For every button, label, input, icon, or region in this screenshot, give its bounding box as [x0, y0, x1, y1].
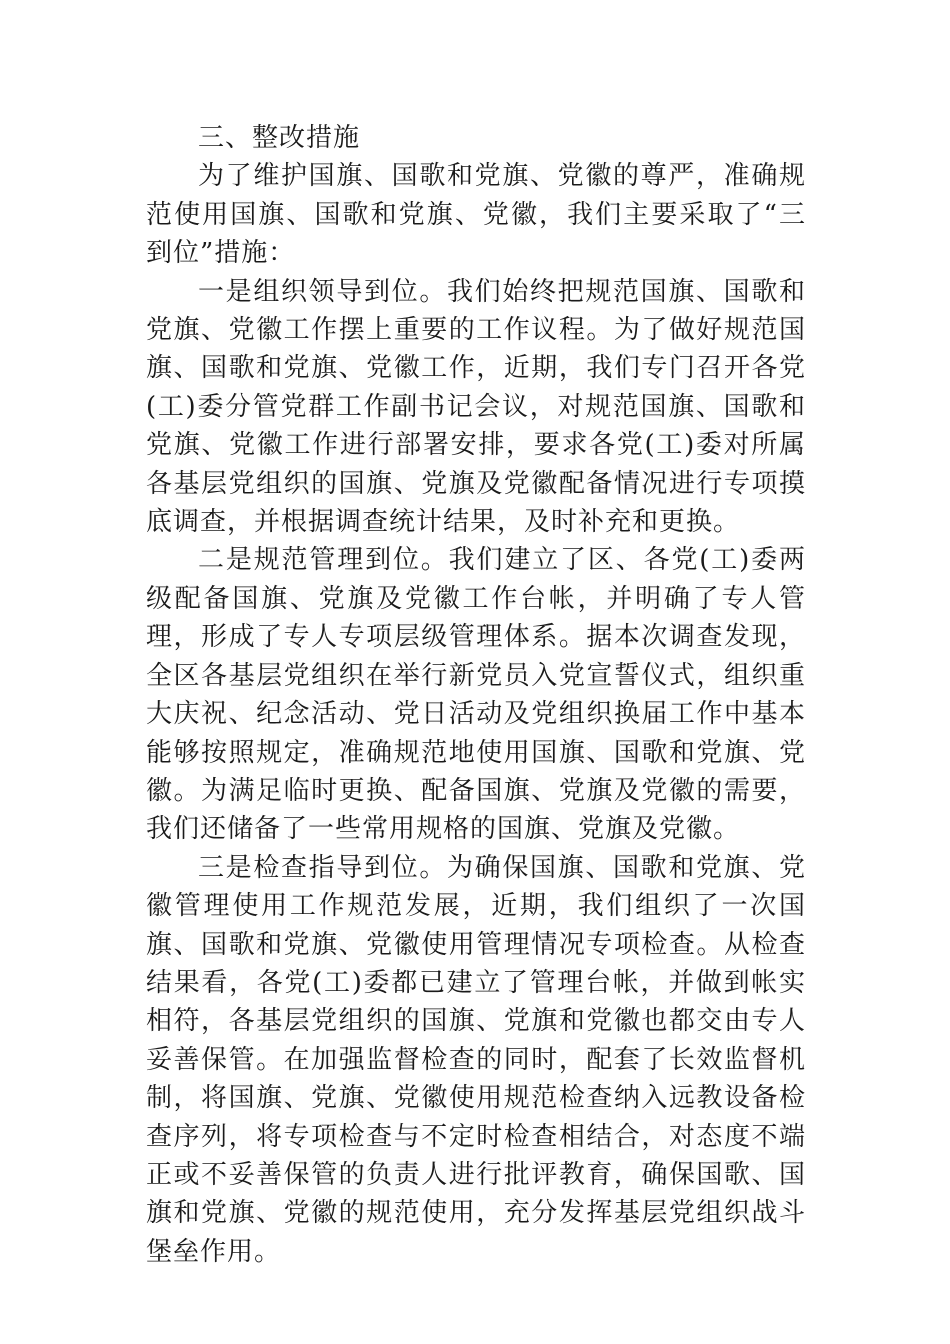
measure-three-paragraph: 三是检查指导到位。为确保国旗、国歌和党旗、党徽管理使用工作规范发展，近期，我们组织了一次国旗、国歌和党旗、党徽使用管理情况专项检查。从检查结果看，各党(工)委都已建立了管理台帐，并做到帐实相符，各基层党组织的国旗、党旗和党徽也都交由专人妥善保管。在加强监督检查的同时，配套了长效监督机制，将国旗、党旗、党徽使用规范检查纳入远教设备检查序列，将专项检查与不定时检查相结合，对态度不端正或不妥善保管的负责人进行批评教育，确保国歌、国旗和党旗、党徽的规范使用，充分发挥基层党组织战斗堡垒作用。 — [146, 852, 806, 1267]
intro-paragraph: 为了维护国旗、国歌和党旗、党徽的尊严，准确规范使用国旗、国歌和党旗、党徽，我们主要采取了“三到位”措施： — [146, 161, 806, 269]
document-body — [146, 119, 806, 1271]
section-heading: 三、整改措施 — [198, 123, 361, 153]
measure-one-paragraph: 一是组织领导到位。我们始终把规范国旗、国歌和党旗、党徽工作摆上重要的工作议程。为了做好规范国旗、国歌和党旗、党徽工作，近期，我们专门召开各党(工)委分管党群工作副书记会议，对规范国旗、国歌和党旗、党徽工作进行部署安排，要求各党(工)委对所属各基层党组织的国旗、党旗及党徽配备情况进行专项摸底调查，并根据调查统计结果，及时补充和更换。 — [146, 276, 806, 538]
measure-two-paragraph: 二是规范管理到位。我们建立了区、各党(工)委两级配备国旗、党旗及党徽工作台帐，并明确了专人管理，形成了专人专项层级管理体系。据本次调查发现，全区各基层党组织在举行新党员入党宣誓仪式，组织重大庆祝、纪念活动、党日活动及党组织换届工作中基本能够按照规定，准确规范地使用国旗、国歌和党旗、党徽。为满足临时更换、配备国旗、党旗及党徽的需要，我们还储备了一些常用规格的国旗、党旗及党徽。 — [146, 545, 806, 845]
